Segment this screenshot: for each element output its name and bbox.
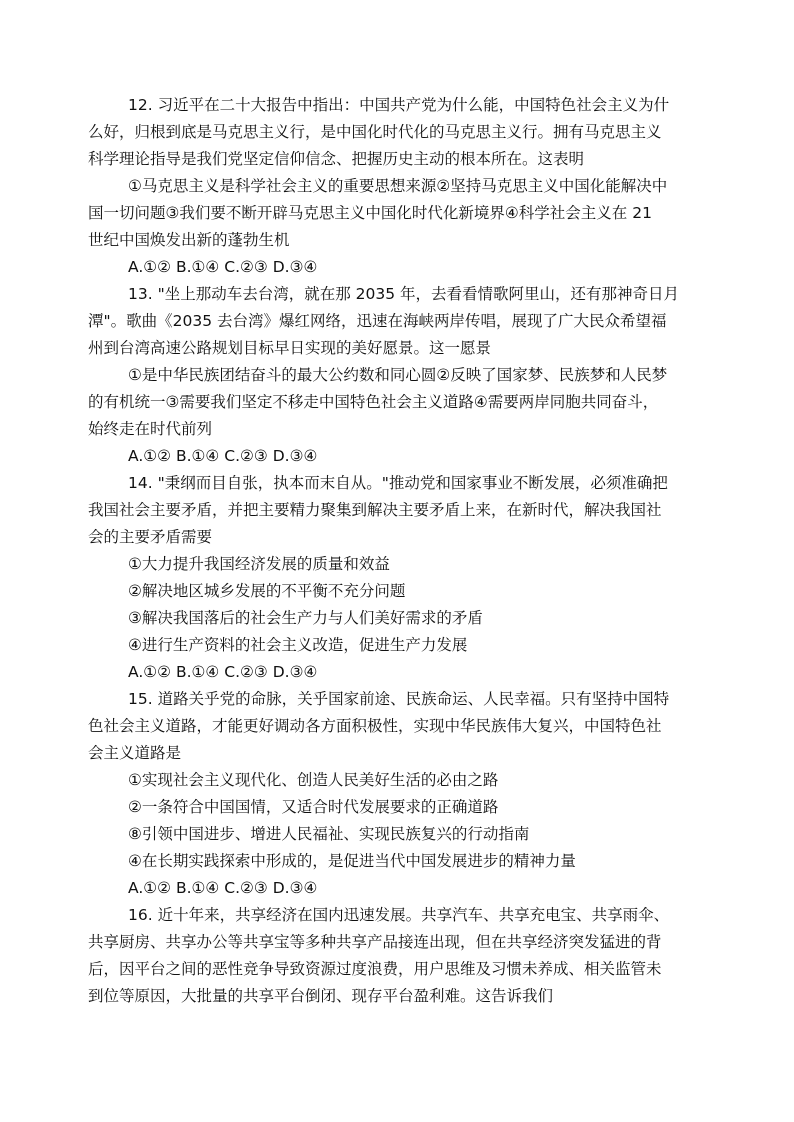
question-16-line-4: 到位等原因，大批量的共享平台倒闭、现存平台盈利难。这告诉我们: [88, 987, 554, 1005]
question-12-options-line-2: 国一切问题③我们要不断开辟马克思主义中国化时代化新境界④科学社会主义在 21: [88, 204, 652, 222]
question-13: [88, 281, 714, 470]
question-12-answers: A.①② B.①④ C.②③ D.③④: [128, 258, 318, 276]
question-12-options-line-3: 世纪中国焕发出新的蓬勃生机: [88, 231, 290, 249]
question-16-line-3: 后，因平台之间的恶性竞争导致资源过度浪费，用户思维及习惯未养成、相关监管未: [88, 960, 662, 978]
question-14: [88, 470, 714, 686]
question-16: [88, 902, 714, 1010]
question-15: [88, 686, 714, 902]
question-12-line-1: 12. 习近平在二十大报告中指出：中国共产党为什么能，中国特色社会主义为什: [128, 96, 670, 114]
question-14-option-3: ③解决我国落后的社会生产力与人们美好需求的矛盾: [128, 609, 483, 627]
question-12-options-line-1: ①马克思主义是科学社会主义的重要思想来源②坚持马克思主义中国化能解决中: [128, 177, 668, 195]
question-15-option-1: ①实现社会主义现代化、创造人民美好生活的必由之路: [128, 771, 499, 789]
question-14-option-1: ①大力提升我国经济发展的质量和效益: [128, 555, 390, 573]
question-15-line-2: 色社会主义道路，才能更好调动各方面积极性，实现中华民族伟大复兴，中国特色社: [88, 717, 662, 735]
question-14-line-2: 我国社会主要矛盾，并把主要精力聚集到解决主要矛盾上来，在新时代，解决我国社: [88, 501, 662, 519]
question-16-line-1: 16. 近十年来，共享经济在国内迅速发展。共享汽车、共享充电宝、共享雨伞、: [128, 906, 670, 924]
question-15-answers: A.①② B.①④ C.②③ D.③④: [128, 879, 318, 897]
question-15-option-4: ④在长期实践探索中形成的，是促进当代中国发展进步的精神力量: [128, 852, 576, 870]
question-13-line-1: 13. "坐上那动车去台湾，就在那 2035 年，去看看情歌阿里山，还有那神奇日月: [128, 285, 680, 303]
question-14-line-3: 会的主要矛盾需要: [88, 528, 213, 546]
question-14-line-1: 14. "秉纲而目自张，执本而末自从。"推动党和国家事业不断发展，必须准确把: [128, 474, 668, 492]
question-15-option-2: ②一条符合中国国情，又适合时代发展要求的正确道路: [128, 798, 499, 816]
question-14-option-4: ④进行生产资料的社会主义改造，促进生产力发展: [128, 636, 468, 654]
question-13-line-2: 潭"。歌曲《2035 去台湾》爆红网络，迅速在海峡两岸传唱，展现了广大民众希望福: [88, 312, 667, 330]
question-15-option-3: ⑧引领中国进步、增进人民福祉、实现民族复兴的行动指南: [128, 825, 530, 843]
question-14-option-2: ②解决地区城乡发展的不平衡不充分问题: [128, 582, 406, 600]
question-15-line-3: 会主义道路是: [88, 744, 182, 762]
question-13-answers: A.①② B.①④ C.②③ D.③④: [128, 447, 318, 465]
question-13-options-line-3: 始终走在时代前列: [88, 420, 213, 438]
question-12-line-2: 么好，归根到底是马克思主义行，是中国化时代化的马克思主义行。拥有马克思主义: [88, 123, 662, 141]
question-13-options-line-1: ①是中华民族团结奋斗的最大公约数和同心圆②反映了国家梦、民族梦和人民梦: [128, 366, 668, 384]
question-13-options-line-2: 的有机统一③需要我们坚定不移走中国特色社会主义道路④需要两岸同胞共同奋斗，: [88, 393, 659, 411]
question-12-line-3: 科学理论指导是我们党坚定信仰信念、把握历史主动的根本所在。这表明: [88, 150, 585, 168]
question-15-line-1: 15. 道路关乎党的命脉，关乎国家前途、民族命运、人民幸福。只有坚持中国特: [128, 690, 670, 708]
question-16-line-2: 共享厨房、共享办公等共享宝等多种共享产品接连出现，但在共享经济突发猛进的背: [88, 933, 662, 951]
question-14-answers: A.①② B.①④ C.②③ D.③④: [128, 663, 318, 681]
question-13-line-3: 州到台湾高速公路规划目标早日实现的美好愿景。这一愿景: [88, 339, 492, 357]
question-12: [88, 92, 714, 281]
